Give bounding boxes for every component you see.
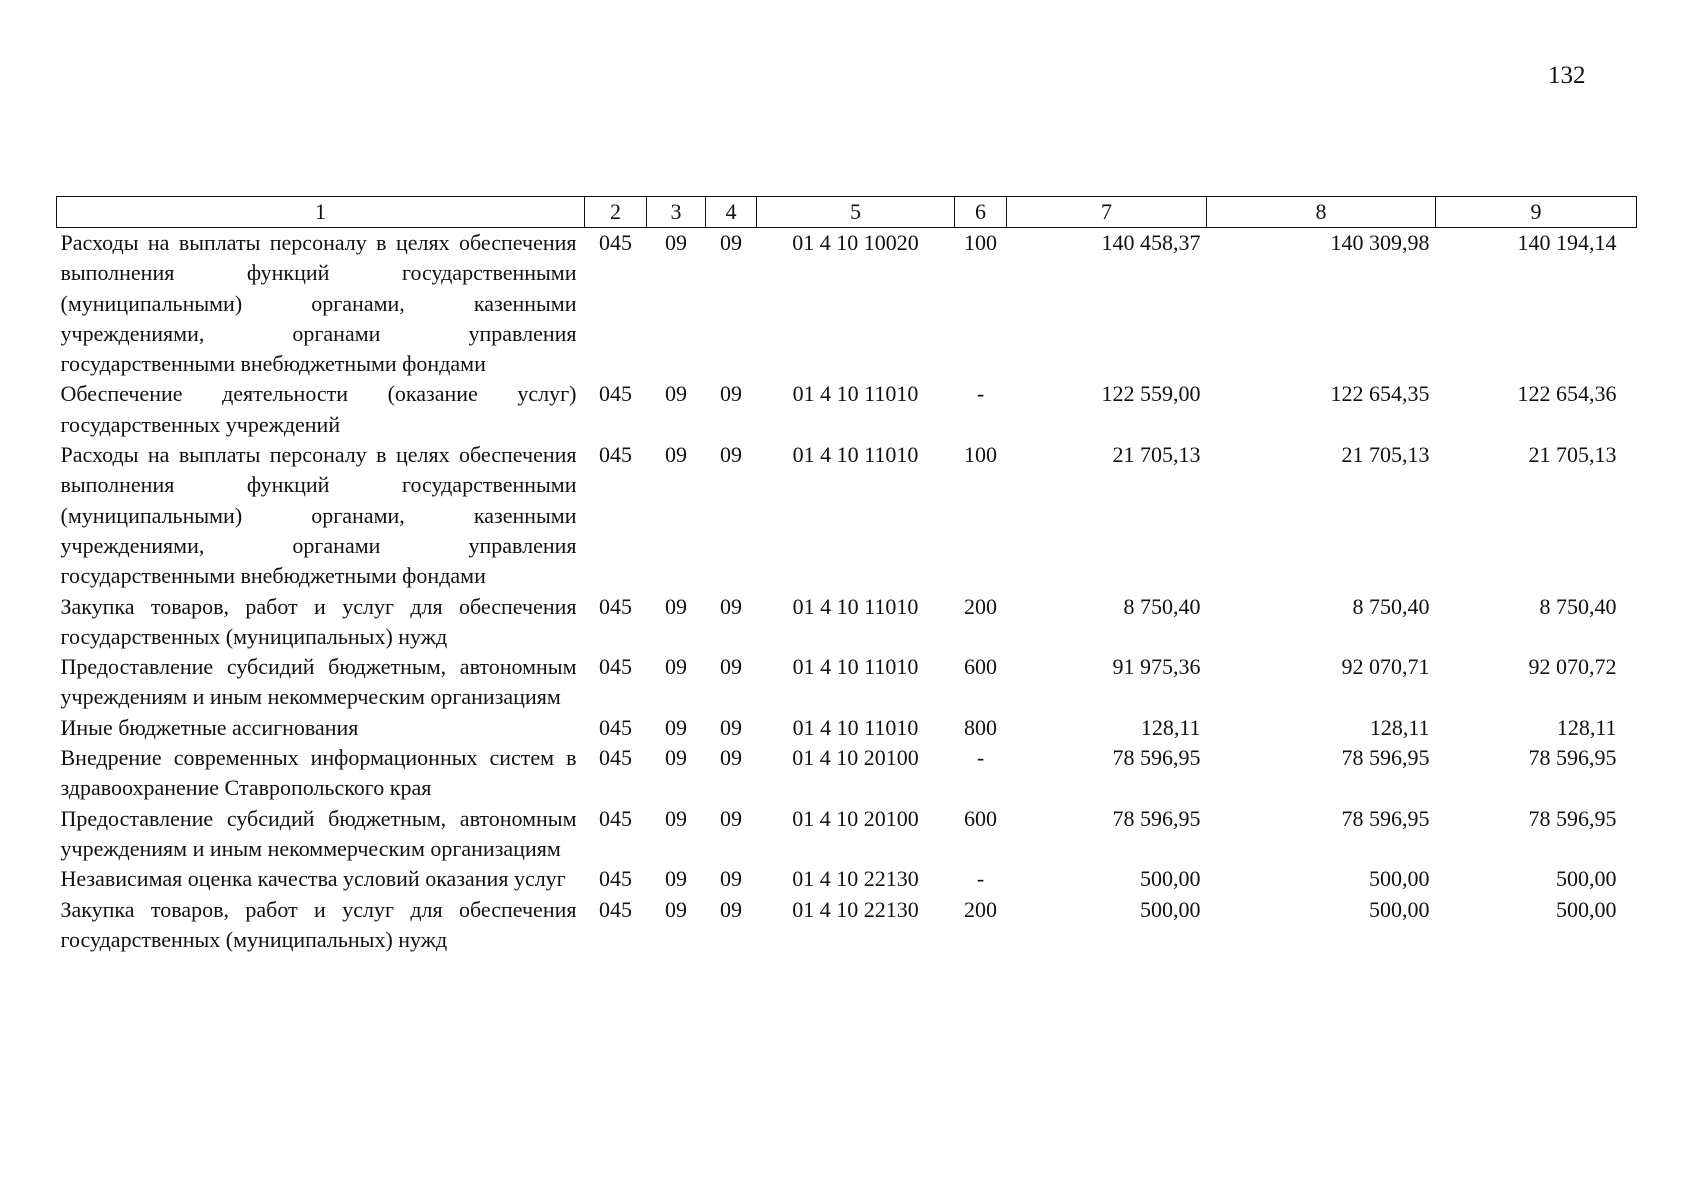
column-header: 2 (585, 197, 647, 228)
row-target-article: 01 4 10 11010 (792, 654, 919, 680)
row-admin-code: 045 (599, 896, 632, 922)
row-subsection-code: 09 (720, 654, 742, 680)
row-section-code: 09 (665, 593, 687, 619)
row-amount-col7: 500,00 (1140, 896, 1201, 922)
row-description: Расходы на выплаты персоналу в целях обеспечения выполнения функций государственными (муниципальными) органами, казенными учреждениями, органами управления государственными внебюджетными фондами (60, 230, 577, 377)
row-target-article: 01 4 10 11010 (792, 714, 919, 740)
row-amount-col8: 122 654,35 (1330, 381, 1430, 407)
row-amount-col8: 500,00 (1369, 896, 1430, 922)
row-target-article: 01 4 10 20100 (792, 805, 919, 831)
row-amount-col7: 21 705,13 (1112, 442, 1201, 468)
row-expense-type: 600 (964, 805, 997, 831)
row-amount-col8: 78 596,95 (1341, 745, 1430, 771)
row-target-article: 01 4 10 11010 (792, 381, 919, 407)
row-section-code: 09 (665, 654, 687, 680)
row-subsection-code: 09 (720, 805, 742, 831)
row-expense-type: 600 (964, 654, 997, 680)
column-header: 3 (647, 197, 706, 228)
row-section-code: 09 (665, 714, 687, 740)
table-row (57, 864, 1637, 894)
budget-table (56, 196, 1637, 955)
column-header: 5 (757, 197, 955, 228)
table-body (57, 228, 1637, 956)
row-target-article: 01 4 10 22130 (792, 866, 919, 892)
row-amount-col7: 78 596,95 (1112, 805, 1201, 831)
row-admin-code: 045 (599, 714, 632, 740)
row-description: Расходы на выплаты персоналу в целях обеспечения выполнения функций государственными (муниципальными) органами, казенными учреждениями, органами управления государственными внебюджетными фондами (60, 442, 577, 589)
row-amount-col9: 21 705,13 (1528, 442, 1617, 468)
table-row (57, 228, 1637, 380)
row-subsection-code: 09 (720, 745, 742, 771)
row-amount-col7: 140 458,37 (1101, 230, 1201, 255)
row-amount-col8: 21 705,13 (1341, 442, 1430, 468)
row-target-article: 01 4 10 10020 (792, 230, 919, 255)
row-expense-type: - (976, 866, 985, 892)
row-amount-col9: 92 070,72 (1528, 654, 1617, 680)
row-amount-col9: 128,11 (1556, 714, 1617, 740)
row-amount-col8: 92 070,71 (1341, 654, 1430, 680)
row-section-code: 09 (665, 381, 687, 407)
table-row (57, 743, 1637, 804)
row-admin-code: 045 (599, 805, 632, 831)
table-row (57, 592, 1637, 653)
row-subsection-code: 09 (720, 714, 742, 740)
row-amount-col7: 128,11 (1140, 714, 1201, 740)
row-expense-type: 200 (964, 593, 997, 619)
table-row (57, 713, 1637, 743)
row-expense-type: 800 (964, 714, 997, 740)
row-admin-code: 045 (599, 593, 632, 619)
row-amount-col7: 91 975,36 (1112, 654, 1201, 680)
row-description: Закупка товаров, работ и услуг для обеспечения государственных (муниципальных) нужд (60, 593, 577, 649)
row-admin-code: 045 (599, 230, 632, 255)
row-amount-col9: 500,00 (1556, 896, 1617, 922)
row-target-article: 01 4 10 11010 (792, 442, 919, 468)
page-number: 132 (1548, 62, 1586, 89)
row-amount-col9: 140 194,14 (1517, 230, 1617, 255)
row-amount-col8: 500,00 (1369, 866, 1430, 892)
row-description: Внедрение современных информационных систем в здравоохранение Ставропольского края (60, 745, 577, 801)
row-description: Обеспечение деятельности (оказание услуг) государственных учреждений (60, 381, 577, 437)
row-section-code: 09 (665, 896, 687, 922)
column-header: 6 (955, 197, 1007, 228)
row-amount-col9: 78 596,95 (1528, 805, 1617, 831)
row-expense-type: - (976, 381, 985, 407)
row-amount-col9: 122 654,36 (1517, 381, 1617, 407)
row-target-article: 01 4 10 11010 (792, 593, 919, 619)
row-subsection-code: 09 (720, 593, 742, 619)
row-subsection-code: 09 (720, 230, 742, 255)
row-description: Предоставление субсидий бюджетным, автономным учреждениям и иным некоммерческим организациям (60, 805, 577, 861)
row-expense-type: 100 (964, 230, 997, 255)
header-row (57, 197, 1637, 228)
table-row (57, 804, 1637, 865)
row-amount-col8: 140 309,98 (1330, 230, 1430, 255)
row-section-code: 09 (665, 230, 687, 255)
row-subsection-code: 09 (720, 442, 742, 468)
row-admin-code: 045 (599, 745, 632, 771)
row-expense-type: 200 (964, 896, 997, 922)
row-admin-code: 045 (599, 381, 632, 407)
row-amount-col7: 122 559,00 (1101, 381, 1201, 407)
column-header: 1 (57, 197, 585, 228)
row-amount-col9: 500,00 (1556, 866, 1617, 892)
row-subsection-code: 09 (720, 381, 742, 407)
row-expense-type: 100 (964, 442, 997, 468)
row-admin-code: 045 (599, 654, 632, 680)
row-admin-code: 045 (599, 442, 632, 468)
row-description: Независимая оценка качества условий оказания услуг (60, 866, 566, 892)
column-header: 7 (1007, 197, 1207, 228)
table-row (57, 379, 1637, 440)
row-section-code: 09 (665, 805, 687, 831)
row-description: Закупка товаров, работ и услуг для обеспечения государственных (муниципальных) нужд (60, 896, 577, 952)
row-amount-col8: 128,11 (1369, 714, 1430, 740)
row-amount-col7: 78 596,95 (1112, 745, 1201, 771)
row-subsection-code: 09 (720, 896, 742, 922)
column-header: 9 (1436, 197, 1637, 228)
row-description: Иные бюджетные ассигнования (60, 714, 359, 740)
row-amount-col8: 78 596,95 (1341, 805, 1430, 831)
row-amount-col9: 78 596,95 (1528, 745, 1617, 771)
row-amount-col7: 500,00 (1140, 866, 1201, 892)
row-amount-col8: 8 750,40 (1352, 593, 1430, 619)
table-row (57, 440, 1637, 591)
row-section-code: 09 (665, 442, 687, 468)
row-admin-code: 045 (599, 866, 632, 892)
row-section-code: 09 (665, 866, 687, 892)
row-target-article: 01 4 10 20100 (792, 745, 919, 771)
row-amount-col9: 8 750,40 (1539, 593, 1617, 619)
row-expense-type: - (976, 745, 985, 771)
row-amount-col7: 8 750,40 (1123, 593, 1201, 619)
row-target-article: 01 4 10 22130 (792, 896, 919, 922)
column-header: 4 (706, 197, 757, 228)
column-header: 8 (1207, 197, 1436, 228)
row-section-code: 09 (665, 745, 687, 771)
table-row (57, 895, 1637, 956)
table-row (57, 652, 1637, 713)
row-subsection-code: 09 (720, 866, 742, 892)
row-description: Предоставление субсидий бюджетным, автономным учреждениям и иным некоммерческим организациям (60, 654, 577, 710)
